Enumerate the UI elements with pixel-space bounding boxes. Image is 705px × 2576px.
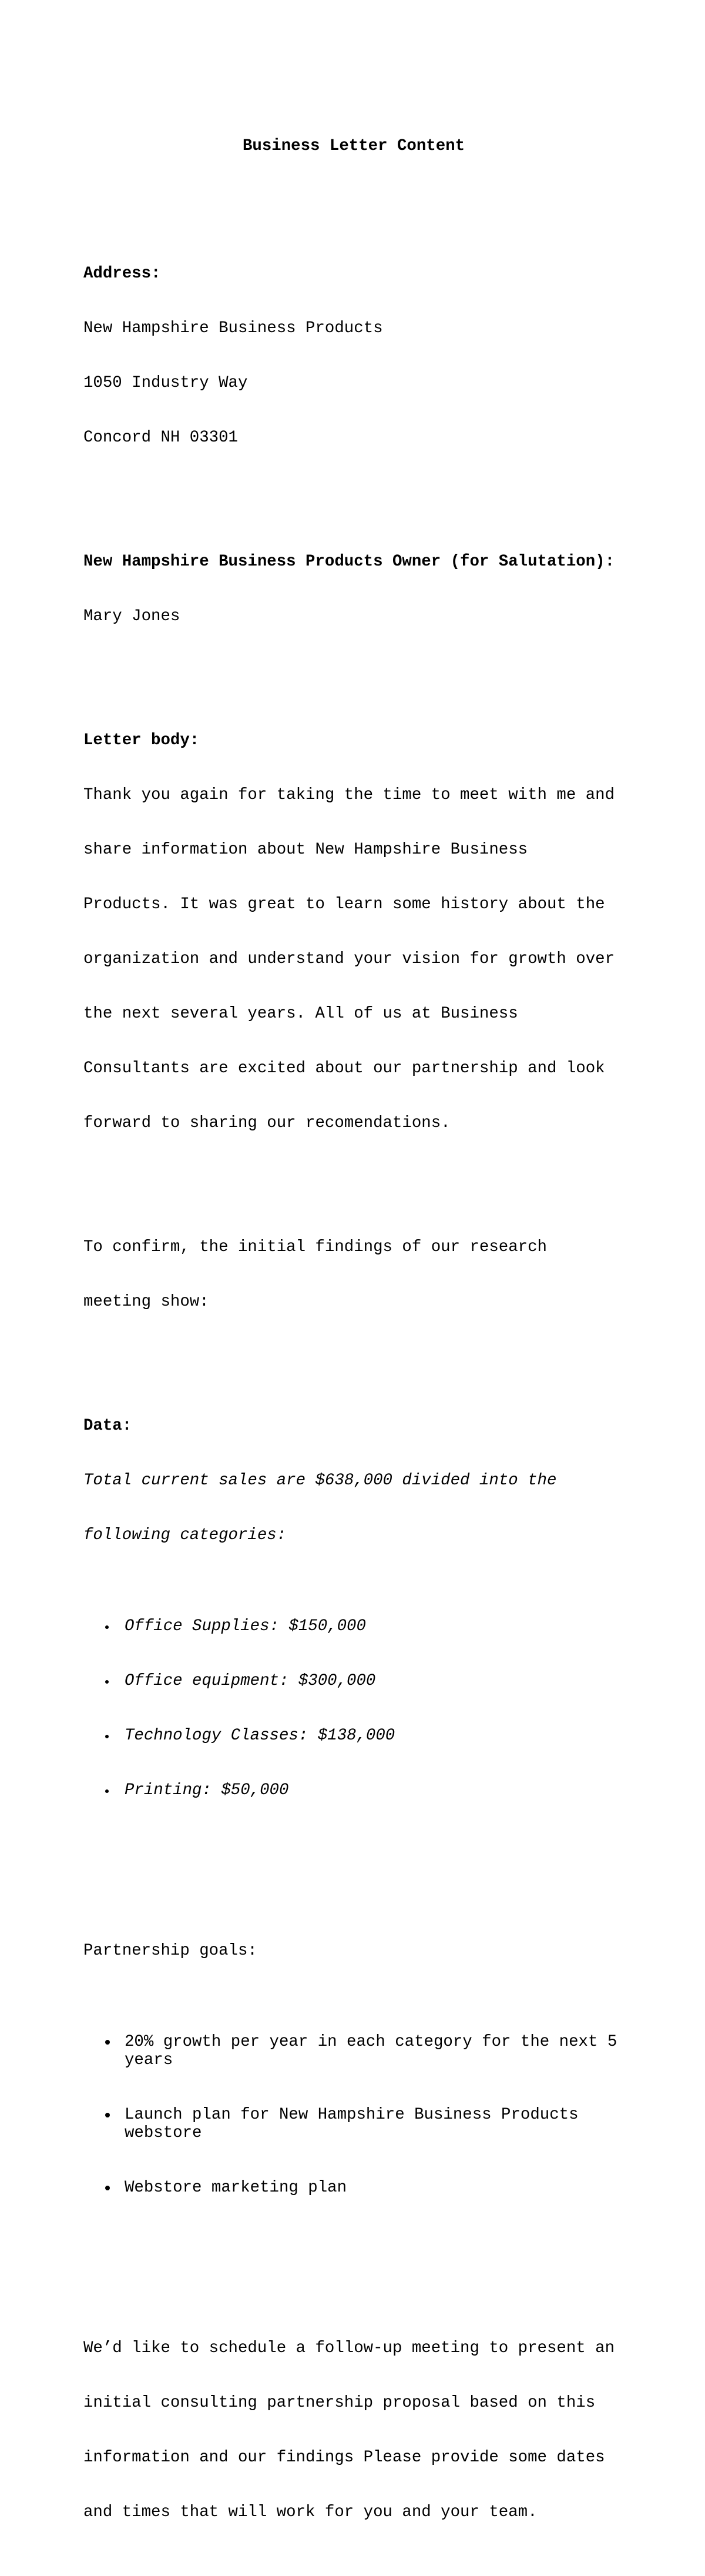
confirm-line: To confirm, the initial findings of our research	[83, 1238, 547, 1256]
address-line: New Hampshire Business Products	[83, 319, 383, 337]
list-item	[83, 2033, 630, 2069]
sales-category-list	[83, 1581, 630, 1836]
letter-body-line: share information about New Hampshire Business	[83, 841, 528, 859]
list-item	[83, 2179, 630, 2197]
bullet-icon	[105, 1680, 109, 1684]
list-item	[83, 1617, 630, 1635]
bullet-icon	[105, 2040, 110, 2045]
letter-body-line: forward to sharing our recomendations.	[83, 1114, 451, 1132]
owner-name: Mary Jones	[83, 607, 180, 625]
confirm-line: meeting show:	[83, 1293, 209, 1311]
bullet-icon	[105, 2186, 110, 2190]
category-text: Technology Classes: $138,000	[125, 1727, 395, 1745]
goal-text: Launch plan for New Hampshire Business Products webstore	[125, 2106, 588, 2142]
category-text: Office Supplies: $150,000	[125, 1617, 366, 1635]
bullet-icon	[105, 1789, 109, 1793]
closing-line: We’d like to schedule a follow-up meeting to present an	[83, 2339, 615, 2357]
data-label: Data:	[83, 1417, 132, 1435]
goals-list	[83, 1996, 630, 2233]
letter-body-line: the next several years. All of us at Business	[83, 1005, 518, 1023]
address-line: 1050 Industry Way	[83, 374, 248, 392]
category-text: Office equipment: $300,000	[125, 1672, 376, 1690]
list-item	[83, 1672, 630, 1690]
address-line: Concord NH 03301	[83, 429, 238, 447]
letter-body-line: organization and understand your vision for growth over	[83, 950, 615, 968]
address-label: Address:	[83, 265, 161, 283]
goals-label: Partnership goals:	[83, 1942, 257, 1960]
data-intro-line: following categories:	[83, 1526, 287, 1544]
category-text: Printing: $50,000	[125, 1781, 289, 1799]
letter-body-line: Consultants are excited about our partnership and look	[83, 1059, 605, 1078]
letter-body-label: Letter body:	[83, 731, 200, 750]
closing-line: initial consulting partnership proposal based on this	[83, 2394, 596, 2412]
bullet-icon	[105, 2113, 110, 2117]
letter-body-line: Products. It was great to learn some history about the	[83, 895, 605, 914]
goal-text: Webstore marketing plan	[125, 2179, 347, 2197]
page-title: Business Letter Content	[242, 137, 465, 155]
letter-body-line: Thank you again for taking the time to meet with me and	[83, 786, 615, 804]
closing-line: and times that will work for you and your team.	[83, 2503, 538, 2521]
data-intro-line: Total current sales are $638,000 divided into the	[83, 1471, 557, 1490]
owner-label: New Hampshire Business Products Owner (for Salutation):	[83, 553, 615, 571]
list-item	[83, 1781, 630, 1799]
goal-text: 20% growth per year in each category for the next 5 years	[125, 2033, 627, 2069]
bullet-icon	[105, 1735, 109, 1738]
list-item	[83, 1727, 630, 1745]
list-item	[83, 2106, 630, 2142]
document-content	[83, 82, 630, 2576]
bullet-icon	[105, 1625, 109, 1629]
closing-line: information and our findings Please provide some dates	[83, 2448, 605, 2467]
